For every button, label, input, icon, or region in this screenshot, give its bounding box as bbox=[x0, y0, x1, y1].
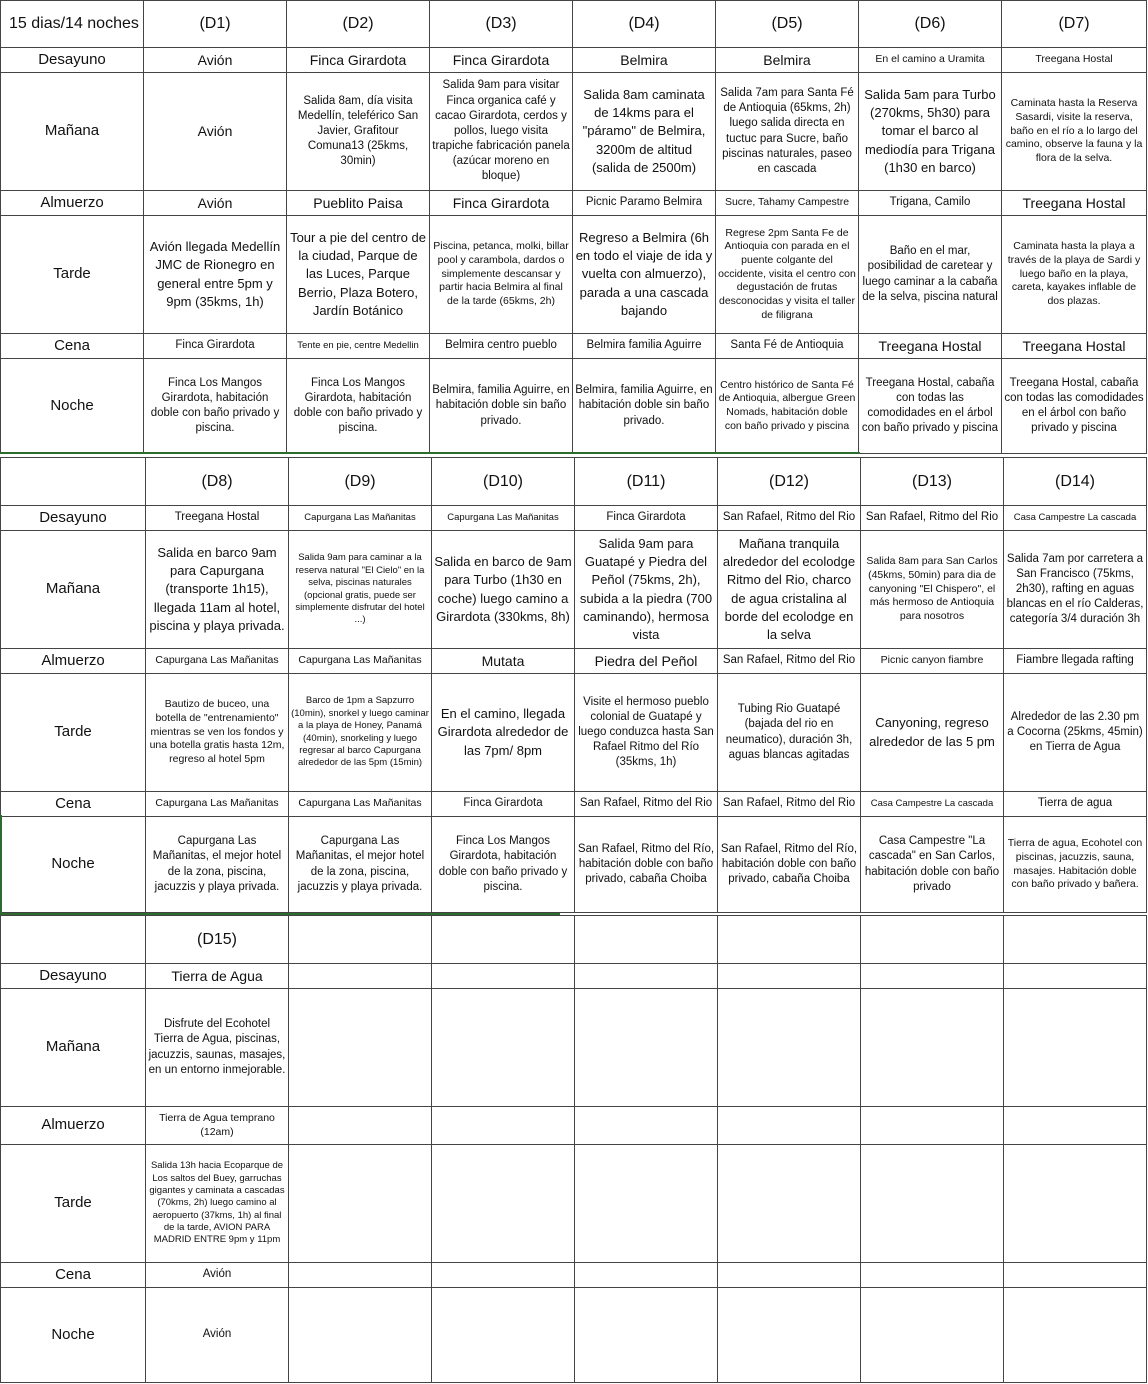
empty-cell bbox=[575, 964, 718, 989]
empty-cell bbox=[432, 1145, 575, 1263]
tarde-row bbox=[1, 216, 1147, 334]
final-day-block bbox=[0, 915, 1146, 1383]
manana-cell: Salida 9am para Guatapé y Piedra del Peñol (75kms, 2h), subida a la piedra (700 caminando), hermosa vista bbox=[575, 531, 718, 649]
cena-cell: Casa Campestre La cascada bbox=[861, 792, 1004, 817]
noche-cell: Tierra de agua, Ecohotel con piscinas, jacuzzis, sauna, masajes. Habitación doble con baño privado y bañera. bbox=[1004, 817, 1147, 913]
almuerzo-cell: Picnic canyon fiambre bbox=[861, 649, 1004, 674]
desayuno-cell: Finca Girardota bbox=[430, 48, 573, 73]
day-header: (D8) bbox=[146, 458, 289, 506]
empty-cell bbox=[861, 989, 1004, 1107]
empty-cell bbox=[861, 1263, 1004, 1288]
manana-cell: Salida 7am por carretera a San Francisco (75kms, 2h30), rafting en aguas blancas en el río Calderas, categoría 3/4 duración 3h bbox=[1004, 531, 1147, 649]
row-label-desayuno: Desayuno bbox=[1, 48, 144, 73]
empty-cell bbox=[718, 1107, 861, 1145]
empty-cell bbox=[1004, 964, 1147, 989]
manana-cell: Salida 8am caminata de 14kms para el "páramo" de Belmira, 3200m de altitud (salida de 2500m) bbox=[573, 73, 716, 191]
empty-cell bbox=[861, 1107, 1004, 1145]
empty-cell bbox=[575, 989, 718, 1107]
desayuno-cell: Belmira bbox=[716, 48, 859, 73]
desayuno-cell: Capurgana Las Mañanitas bbox=[432, 506, 575, 531]
almuerzo-cell: Mutata bbox=[432, 649, 575, 674]
manana-row bbox=[1, 531, 1147, 649]
day-header: (D5) bbox=[716, 1, 859, 48]
empty-cell bbox=[432, 1263, 575, 1288]
empty-cell bbox=[861, 1145, 1004, 1263]
desayuno-cell: Tierra de Agua bbox=[146, 964, 289, 989]
almuerzo-cell: Capurgana Las Mañanitas bbox=[146, 649, 289, 674]
cena-cell: Avión bbox=[146, 1263, 289, 1288]
manana-cell: Disfrute del Ecohotel Tierra de Agua, piscinas, jacuzzis, saunas, masajes, en un entorno inmejorable. bbox=[146, 989, 289, 1107]
desayuno-cell: San Rafael, Ritmo del Rio bbox=[718, 506, 861, 531]
almuerzo-cell: Piedra del Peñol bbox=[575, 649, 718, 674]
tarde-cell: Canyoning, regreso alrededor de las 5 pm bbox=[861, 674, 1004, 792]
empty-cell bbox=[575, 1145, 718, 1263]
tarde-cell: Baño en el mar, posibilidad de caretear y luego caminar a la cabaña de la selva, piscina natural bbox=[859, 216, 1002, 334]
noche-cell: Treegana Hostal, cabaña con todas las comodidades en el árbol con baño privado y piscina bbox=[1002, 359, 1147, 454]
manana-cell: Caminata hasta la Reserva Sasardi, visite la reserva, baño en el río a lo largo del camino, observe la fauna y la flora de la selva. bbox=[1002, 73, 1147, 191]
green-divider bbox=[0, 815, 2, 913]
day-header: (D15) bbox=[146, 916, 289, 964]
cena-row bbox=[1, 1263, 1147, 1288]
empty-cell bbox=[432, 916, 575, 964]
noche-row bbox=[1, 359, 1147, 454]
itinerary-table-week-1 bbox=[0, 0, 1147, 454]
day-header: (D7) bbox=[1002, 1, 1147, 48]
manana-cell: Avión bbox=[144, 73, 287, 191]
row-label-noche: Noche bbox=[1, 817, 146, 913]
row-label-cena: Cena bbox=[1, 1263, 146, 1288]
row-label-manana: Mañana bbox=[1, 73, 144, 191]
manana-cell: Salida en barco 9am para Capurgana (transporte 1h15), llegada 11am al hotel, piscina y playa privada. bbox=[146, 531, 289, 649]
empty-cell bbox=[289, 1107, 432, 1145]
tarde-cell: En el camino, llegada Girardota alrededor de las 7pm/ 8pm bbox=[432, 674, 575, 792]
empty-cell bbox=[861, 964, 1004, 989]
empty-cell bbox=[432, 964, 575, 989]
almuerzo-cell: Pueblito Paisa bbox=[287, 191, 430, 216]
manana-row bbox=[1, 989, 1147, 1107]
desayuno-row bbox=[1, 506, 1147, 531]
almuerzo-row bbox=[1, 1107, 1147, 1145]
row-label-almuerzo: Almuerzo bbox=[1, 649, 146, 674]
almuerzo-cell: Treegana Hostal bbox=[1002, 191, 1147, 216]
desayuno-row bbox=[1, 964, 1147, 989]
day-header: (D10) bbox=[432, 458, 575, 506]
day-header: (D14) bbox=[1004, 458, 1147, 506]
tarde-cell: Visite el hermoso pueblo colonial de Guatapé y luego conduzca hasta San Rafael Ritmo del Río (35kms, 1h) bbox=[575, 674, 718, 792]
empty-cell bbox=[718, 989, 861, 1107]
desayuno-row bbox=[1, 48, 1147, 73]
tarde-cell: Regreso a Belmira (6h en todo el viaje de ida y vuelta con almuerzo), parada a una cascada bajando bbox=[573, 216, 716, 334]
desayuno-cell: Casa Campestre La cascada bbox=[1004, 506, 1147, 531]
empty-cell bbox=[289, 989, 432, 1107]
cena-cell: Belmira centro pueblo bbox=[430, 334, 573, 359]
empty-corner-cell bbox=[1, 458, 146, 506]
itinerary-table-week-2 bbox=[0, 457, 1147, 913]
desayuno-cell: Capurgana Las Mañanitas bbox=[289, 506, 432, 531]
week-1-block bbox=[0, 0, 1146, 454]
noche-cell: Belmira, familia Aguirre, en habitación doble sin baño privado. bbox=[573, 359, 716, 454]
desayuno-cell: Treegana Hostal bbox=[146, 506, 289, 531]
empty-cell bbox=[1004, 916, 1147, 964]
empty-cell bbox=[718, 1263, 861, 1288]
almuerzo-cell: Picnic Paramo Belmira bbox=[573, 191, 716, 216]
empty-cell bbox=[1004, 1288, 1147, 1383]
row-label-cena: Cena bbox=[1, 334, 144, 359]
day-header-row bbox=[1, 916, 1147, 964]
row-label-noche: Noche bbox=[1, 1288, 146, 1383]
day-header-row bbox=[1, 458, 1147, 506]
manana-cell: Salida en barco de 9am para Turbo (1h30 en coche) luego camino a Girardota (330kms, 8h) bbox=[432, 531, 575, 649]
green-divider bbox=[0, 452, 860, 454]
cena-cell: Santa Fé de Antioquia bbox=[716, 334, 859, 359]
cena-cell: Tente en pie, centre Medellin bbox=[287, 334, 430, 359]
empty-cell bbox=[289, 964, 432, 989]
row-label-manana: Mañana bbox=[1, 531, 146, 649]
manana-cell: Salida 5am para Turbo (270kms, 5h30) para tomar el barco al mediodía para Trigana (1h30 en barco) bbox=[859, 73, 1002, 191]
tarde-row bbox=[1, 674, 1147, 792]
cena-cell: Finca Girardota bbox=[432, 792, 575, 817]
row-label-tarde: Tarde bbox=[1, 674, 146, 792]
noche-cell: Capurgana Las Mañanitas, el mejor hotel de la zona, piscina, jacuzzis y playa privada. bbox=[289, 817, 432, 913]
day-header: (D13) bbox=[861, 458, 1004, 506]
empty-cell bbox=[861, 1288, 1004, 1383]
desayuno-cell: Avión bbox=[144, 48, 287, 73]
trip-duration-title: 15 dias/14 noches bbox=[1, 1, 144, 48]
empty-cell bbox=[289, 916, 432, 964]
manana-row bbox=[1, 73, 1147, 191]
empty-cell bbox=[1004, 1145, 1147, 1263]
desayuno-cell: Finca Girardota bbox=[287, 48, 430, 73]
manana-cell: Salida 9am para caminar a la reserva natural "El Cielo" en la selva, piscinas naturales (opcional gratis, puede ser simplemente disfrutar del hotel ...) bbox=[289, 531, 432, 649]
empty-corner-cell bbox=[1, 916, 146, 964]
row-label-tarde: Tarde bbox=[1, 1145, 146, 1263]
tarde-cell: Tour a pie del centro de la ciudad, Parque de las Luces, Parque Berrio, Plaza Botero, Jardín Botánico bbox=[287, 216, 430, 334]
cena-cell: Tierra de agua bbox=[1004, 792, 1147, 817]
week-2-block bbox=[0, 457, 1146, 913]
row-label-almuerzo: Almuerzo bbox=[1, 1107, 146, 1145]
empty-cell bbox=[289, 1288, 432, 1383]
noche-cell: Casa Campestre "La cascada" en San Carlos, habitación doble con baño privado bbox=[861, 817, 1004, 913]
noche-cell: Treegana Hostal, cabaña con todas las comodidades en el árbol con baño privado y piscina bbox=[859, 359, 1002, 454]
itinerary-table-final bbox=[0, 915, 1147, 1383]
empty-cell bbox=[575, 1288, 718, 1383]
tarde-cell: Tubing Rio Guatapé (bajada del rio en neumatico), duración 3h, aguas blancas agitadas bbox=[718, 674, 861, 792]
tarde-cell: Alrededor de las 2.30 pm a Cocorna (25kms, 45min) en Tierra de Agua bbox=[1004, 674, 1147, 792]
tarde-cell: Barco de 1pm a Sapzurro (10min), snorkel y luego caminar a la playa de Honey, Panamá (40min), snorkeling y luego regresar al barco Capurgana alrededor de las 5pm (15min) bbox=[289, 674, 432, 792]
cena-cell: Capurgana Las Mañanitas bbox=[289, 792, 432, 817]
desayuno-cell: En el camino a Uramita bbox=[859, 48, 1002, 73]
green-divider bbox=[0, 913, 560, 915]
noche-row bbox=[1, 1288, 1147, 1383]
tarde-cell: Bautizo de buceo, una botella de "entrenamiento" mientras se ven los fondos y una botella gratis hasta 12m, regreso al hotel 5pm bbox=[146, 674, 289, 792]
almuerzo-row bbox=[1, 191, 1147, 216]
almuerzo-cell: Fiambre llegada rafting bbox=[1004, 649, 1147, 674]
noche-cell: Finca Los Mangos Girardota, habitación doble con baño privado y piscina. bbox=[432, 817, 575, 913]
empty-cell bbox=[432, 989, 575, 1107]
empty-cell bbox=[861, 916, 1004, 964]
empty-cell bbox=[718, 1145, 861, 1263]
almuerzo-cell: San Rafael, Ritmo del Rio bbox=[718, 649, 861, 674]
cena-cell: Treegana Hostal bbox=[859, 334, 1002, 359]
cena-cell: Capurgana Las Mañanitas bbox=[146, 792, 289, 817]
noche-cell: Finca Los Mangos Girardota, habitación doble con baño privado y piscina. bbox=[144, 359, 287, 454]
manana-cell: Salida 7am para Santa Fé de Antioquia (65kms, 2h) luego salida directa en tuctuc para Sucre, baño piscinas naturales, paseo en cascada bbox=[716, 73, 859, 191]
noche-row bbox=[1, 817, 1147, 913]
noche-cell: Avión bbox=[146, 1288, 289, 1383]
manana-cell: Salida 9am para visitar Finca organica café y cacao Girardota, cerdos y pollos, luego visita trapiche fabricación panela (azúcar moreno en bloque) bbox=[430, 73, 573, 191]
empty-cell bbox=[432, 1107, 575, 1145]
day-header: (D12) bbox=[718, 458, 861, 506]
cena-row bbox=[1, 792, 1147, 817]
manana-cell: Mañana tranquila alrededor del ecolodge Ritmo del Rio, charco de agua cristalina al borde del ecolodge en la selva bbox=[718, 531, 861, 649]
empty-cell bbox=[289, 1145, 432, 1263]
noche-cell: Belmira, familia Aguirre, en habitación doble sin baño privado. bbox=[430, 359, 573, 454]
almuerzo-cell: Tierra de Agua temprano (12am) bbox=[146, 1107, 289, 1145]
cena-cell: Finca Girardota bbox=[144, 334, 287, 359]
noche-cell: Finca Los Mangos Girardota, habitación doble con baño privado y piscina. bbox=[287, 359, 430, 454]
desayuno-cell: San Rafael, Ritmo del Rio bbox=[861, 506, 1004, 531]
desayuno-cell: Finca Girardota bbox=[575, 506, 718, 531]
row-label-manana: Mañana bbox=[1, 989, 146, 1107]
day-header: (D4) bbox=[573, 1, 716, 48]
almuerzo-cell: Capurgana Las Mañanitas bbox=[289, 649, 432, 674]
day-header: (D9) bbox=[289, 458, 432, 506]
day-header-row bbox=[1, 1, 1147, 48]
empty-cell bbox=[718, 916, 861, 964]
cena-cell: Treegana Hostal bbox=[1002, 334, 1147, 359]
noche-cell: San Rafael, Ritmo del Río, habitación doble con baño privado, cabaña Choiba bbox=[575, 817, 718, 913]
empty-cell bbox=[575, 1107, 718, 1145]
empty-cell bbox=[718, 964, 861, 989]
row-label-almuerzo: Almuerzo bbox=[1, 191, 144, 216]
row-label-tarde: Tarde bbox=[1, 216, 144, 334]
almuerzo-cell: Trigana, Camilo bbox=[859, 191, 1002, 216]
tarde-cell: Salida 13h hacia Ecoparque de Los saltos del Buey, garruchas gigantes y caminata a cascadas (70kms, 2h) luego camino al aeropuerto (37kms, 1h) al final de la tarde, AVION PARA MADRID ENTRE 9pm y 11pm bbox=[146, 1145, 289, 1263]
noche-cell: Centro histórico de Santa Fé de Antioquia, albergue Green Nomads, habitación doble con baño privado y piscina bbox=[716, 359, 859, 454]
desayuno-cell: Belmira bbox=[573, 48, 716, 73]
empty-cell bbox=[718, 1288, 861, 1383]
row-label-desayuno: Desayuno bbox=[1, 964, 146, 989]
empty-cell bbox=[1004, 989, 1147, 1107]
noche-cell: Capurgana Las Mañanitas, el mejor hotel de la zona, piscina, jacuzzis y playa privada. bbox=[146, 817, 289, 913]
tarde-cell: Piscina, petanca, molki, billar pool y carambola, dardos o simplemente descansar y partir hacia Belmira al final de la tarde (65kms, 2h) bbox=[430, 216, 573, 334]
day-header: (D11) bbox=[575, 458, 718, 506]
tarde-cell: Regrese 2pm Santa Fe de Antioquia con parada en el puente colgante del occidente, visita el centro con degustación de frutas desconocidas y visita el taller de filigrana bbox=[716, 216, 859, 334]
cena-row bbox=[1, 334, 1147, 359]
tarde-cell: Caminata hasta la playa a través de la playa de Sardi y luego baño en la playa, careta, kayakes inflable de dos plazas. bbox=[1002, 216, 1147, 334]
empty-cell bbox=[575, 916, 718, 964]
manana-cell: Salida 8am para San Carlos (45kms, 50min) para dia de canyoning "El Chispero", el más hermoso de Antioquia para nosotros bbox=[861, 531, 1004, 649]
manana-cell: Salida 8am, día visita Medellín, teleférico San Javier, Grafitour Comuna13 (25kms, 30min) bbox=[287, 73, 430, 191]
cena-cell: Belmira familia Aguirre bbox=[573, 334, 716, 359]
empty-cell bbox=[575, 1263, 718, 1288]
day-header: (D2) bbox=[287, 1, 430, 48]
tarde-cell: Avión llegada Medellín JMC de Rionegro en general entre 5pm y 9pm (35kms, 1h) bbox=[144, 216, 287, 334]
row-label-desayuno: Desayuno bbox=[1, 506, 146, 531]
day-header: (D3) bbox=[430, 1, 573, 48]
desayuno-cell: Treegana Hostal bbox=[1002, 48, 1147, 73]
almuerzo-cell: Finca Girardota bbox=[430, 191, 573, 216]
day-header: (D1) bbox=[144, 1, 287, 48]
day-header: (D6) bbox=[859, 1, 1002, 48]
almuerzo-row bbox=[1, 649, 1147, 674]
cena-cell: San Rafael, Ritmo del Rio bbox=[575, 792, 718, 817]
empty-cell bbox=[289, 1263, 432, 1288]
almuerzo-cell: Avión bbox=[144, 191, 287, 216]
tarde-row bbox=[1, 1145, 1147, 1263]
almuerzo-cell: Sucre, Tahamy Campestre bbox=[716, 191, 859, 216]
noche-cell: San Rafael, Ritmo del Río, habitación doble con baño privado, cabaña Choiba bbox=[718, 817, 861, 913]
row-label-cena: Cena bbox=[1, 792, 146, 817]
empty-cell bbox=[1004, 1263, 1147, 1288]
empty-cell bbox=[1004, 1107, 1147, 1145]
cena-cell: San Rafael, Ritmo del Rio bbox=[718, 792, 861, 817]
empty-cell bbox=[432, 1288, 575, 1383]
row-label-noche: Noche bbox=[1, 359, 144, 454]
